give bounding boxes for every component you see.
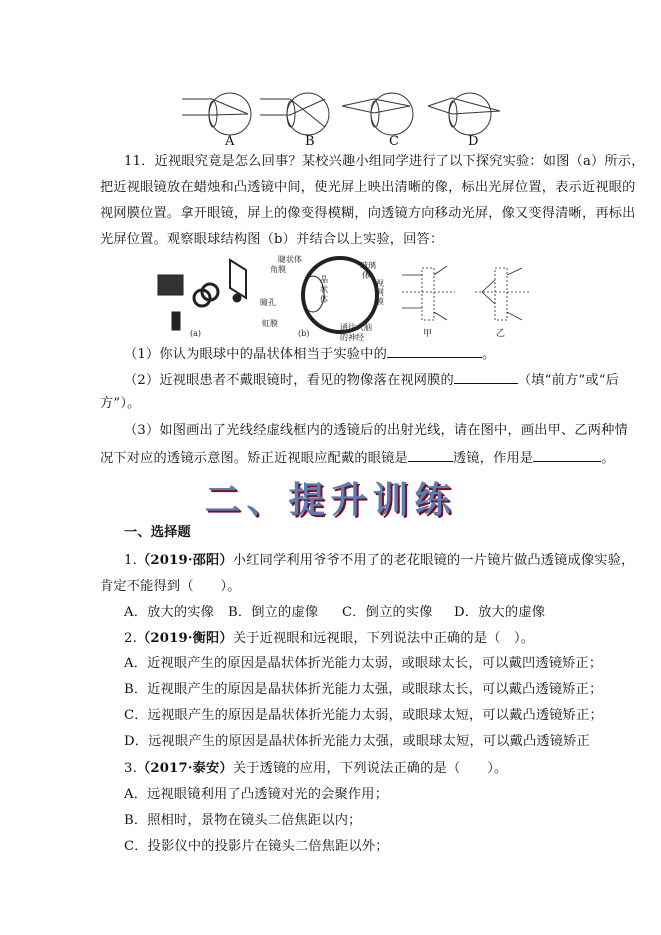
q2-stem [124, 630, 534, 648]
eye-diagram-a [182, 93, 251, 135]
label-optic-nerve-2: 的神经 [340, 333, 364, 342]
answer-blank-3[interactable] [408, 448, 453, 462]
eye-diagram-d [428, 93, 500, 135]
q3-option-b[interactable]: B．照相时，景物在镜头二倍焦距以内； [124, 813, 362, 828]
label-cornea: 角膜 [270, 265, 286, 274]
lens-box-yi [475, 268, 530, 339]
answer-blank-4[interactable] [533, 448, 601, 462]
q11-line-1: 11．近视眼究竟是怎么回事？某校兴趣小组同学进行了以下探究实验：如图（a）所示， [124, 154, 645, 169]
q3-source: （2017·泰安） [136, 761, 233, 776]
q1-option-d[interactable]: D．放大的虚像 [454, 605, 546, 620]
label-vitreous-1: 玻璃 [360, 261, 376, 270]
sub3-end: 。 [601, 451, 615, 466]
q3-num: 3. [124, 761, 137, 776]
sub3-text-a: 况下对应的透镜示意图。矫正近视眼应配戴的眼镜是 [100, 451, 408, 466]
q3-option-c[interactable]: C．投影仪中的投影片在镜头二倍焦距以外； [124, 839, 389, 854]
q3-option-a[interactable]: A．远视眼镜利用了凸透镜对光的会聚作用； [124, 787, 389, 802]
q11-sub3: （3）如图画出了光线经虚线框内的透镜后的出射光线，请在图中，画出甲、乙两种情 [124, 423, 628, 438]
lens-box-jia [402, 266, 455, 339]
q1-text: 小红同学利用爷爷不用了的老花眼镜的一片镜片做凸透镜成像实验， [232, 553, 635, 568]
q11-sub1 [124, 344, 495, 364]
label-lens-3: 体 [320, 295, 328, 304]
sub2-end: （填“前方”或“后 [517, 373, 620, 388]
q1-option-a[interactable]: A．放大的实像 [124, 605, 215, 620]
label-optic-nerve-1: 通往大脑 [340, 323, 372, 332]
section-title: 二、提升训练 [204, 480, 457, 521]
q1-stem-cont: 肯定不能得到（ ）。 [100, 579, 241, 594]
label-jia: 甲 [423, 329, 433, 339]
q1-source: （2019·邵阳） [136, 553, 233, 568]
label-vitreous-2: 体 [362, 271, 370, 280]
eye-diagram-c [342, 93, 413, 135]
q2-option-c[interactable]: C．远视眼产生的原因是晶状体折光能力太弱，或眼球太短，可以戴凸透镜矫正； [124, 708, 603, 723]
label-retina-2: 网 [376, 288, 384, 297]
q2-option-a[interactable]: A．近视眼产生的原因是晶状体折光能力太弱，或眼球太长，可以戴凹透镜矫正； [124, 656, 603, 671]
label-lens-1: 晶 [320, 275, 328, 284]
label-iris: 虹膜 [262, 319, 278, 328]
q11-sub2-cont: 方”）。 [100, 396, 141, 411]
q1-stem [124, 552, 634, 570]
q11-line-3: 视网膜位置。拿开眼镜，屏上的像变得模糊，向透镜方向移动光屏，像又变得清晰，再标出 [100, 206, 636, 221]
q11-sub2 [124, 370, 619, 390]
label-d: D [468, 134, 479, 149]
sub1-end: 。 [481, 347, 496, 362]
answer-blank-2[interactable] [454, 370, 518, 384]
experiment-apparatus-a [158, 260, 246, 338]
eye-diagrams-abcd [170, 85, 510, 150]
eye-diagram-b [260, 93, 329, 135]
label-retina-3: 膜 [376, 297, 384, 306]
q2-source: （2019·衡阳） [136, 631, 233, 646]
q2-text: 关于近视眼和远视眼，下列说法中正确的是（ ）。 [232, 631, 535, 646]
subsection-heading: 一、选择题 [124, 525, 191, 540]
label-a: A [225, 134, 235, 149]
q11-figures [150, 250, 530, 345]
q1-num: 1. [124, 553, 137, 568]
q2-option-d[interactable]: D．远视眼产生的原因是晶状体折光能力太强，或眼球太短，可以戴凸透镜矫正 [124, 734, 590, 749]
q2-num: 2. [124, 631, 137, 646]
eyeball-structure-b [260, 254, 384, 342]
q1-option-c[interactable]: C．倒立的实像 [342, 605, 433, 620]
sub2-text: （2）近视眼患者不戴眼镜时，看见的物像落在视网膜的 [124, 373, 454, 388]
q11-sub3-cont [100, 448, 615, 468]
label-ciliary-body: 睫状体 [278, 255, 302, 264]
label-yi: 乙 [496, 329, 506, 339]
sub1-text: （1）你认为眼球中的晶状体相当于实验中的 [124, 347, 387, 362]
q11-line-2: 把近视眼镜放在蜡烛和凸透镜中间，使光屏上映出清晰的像，标出光屏位置，表示近视眼的 [100, 180, 636, 195]
label-pupil: 瞳孔 [260, 298, 276, 307]
q3-stem [124, 760, 507, 778]
label-b: B [305, 134, 315, 149]
q3-text: 关于透镜的应用，下列说法正确的是（ ）。 [232, 761, 508, 776]
q11-line-4: 光屏位置。观察眼球结构图（b）并结合以上实验，回答： [100, 232, 444, 247]
caption-b: (b) [298, 329, 310, 338]
q2-option-b[interactable]: B．近视眼产生的原因是晶状体折光能力太强，或眼球太长，可以戴凸透镜矫正； [124, 682, 603, 697]
caption-a: (a) [190, 329, 202, 338]
label-retina-1: 视 [376, 279, 384, 288]
q1-option-b[interactable]: B．倒立的虚像 [228, 605, 319, 620]
sub3-text-b: 透镜，作用是 [452, 451, 534, 466]
label-lens-2: 状 [320, 285, 328, 294]
label-c: C [389, 134, 399, 149]
answer-blank-1[interactable] [387, 344, 482, 358]
